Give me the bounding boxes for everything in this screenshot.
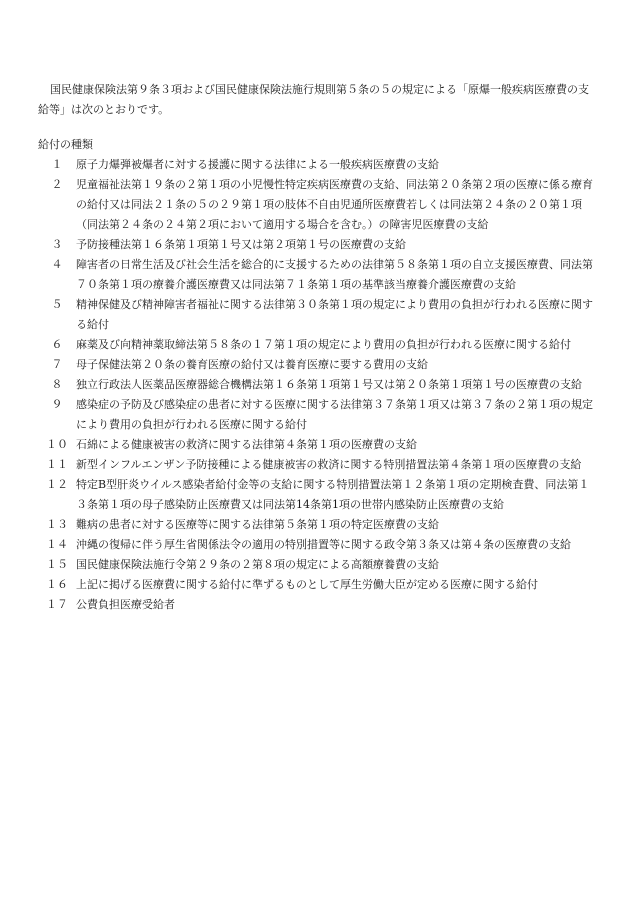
list-item: [38, 355, 598, 375]
item-number: １３: [46, 518, 68, 531]
item-text: 新型インフルエンザン予防接種による健康被害の救済に関する特別措置法第４条第１項の医療費の支給: [76, 458, 582, 471]
list-item: [38, 535, 598, 555]
item-text: 国民健康保険法施行令第２９条の２第８項の規定による高額療養費の支給: [76, 558, 439, 571]
item-number: ７: [51, 358, 63, 371]
item-number: １６: [46, 578, 68, 591]
list-item: [38, 555, 598, 575]
item-text: 難病の患者に対する医療等に関する法律第５条第１項の特定医療費の支給: [76, 518, 439, 531]
item-text: 沖縄の復帰に伴う厚生省関係法令の適用の特別措置等に関する政令第３条又は第４条の医療費の支給: [76, 538, 571, 551]
item-text: 障害者の日常生活及び社会生活を総合的に支援するための法律第５８条第１項の自立支援医療費、同法第７０条第１項の療養介護医療費又は同法第７１条第１項の基準該当療養介護医療費の支給: [76, 258, 593, 291]
item-number: １０: [46, 438, 68, 451]
item-number: ６: [51, 338, 63, 351]
list-item: [38, 595, 598, 615]
list-item: [38, 235, 598, 255]
list-item: [38, 375, 598, 395]
item-text: 児童福祉法第１９条の２第１項の小児慢性特定疾病医療費の支給、同法第２０条第２項の医療に係る療育の給付又は同法２１条の５の２９第１項の肢体不自由児通所医療費若しくは同法第２４条の２０第１項（同法第２４条の２４第２項において適用する場合を含む。）の障害児医療費の支給: [76, 178, 593, 231]
list-item: [38, 455, 598, 475]
item-number: ４: [51, 258, 63, 271]
list-item: [38, 435, 598, 455]
list-item: [38, 575, 598, 595]
list-item: [38, 175, 598, 235]
list-item: [38, 515, 598, 535]
item-text: 精神保健及び精神障害者福祉に関する法律第３０条第１項の規定により費用の負担が行われる医療に関する給付: [76, 298, 593, 331]
item-text: 石綿による健康被害の救済に関する法律第４条第１項の医療費の支給: [76, 438, 417, 451]
item-number: １５: [46, 558, 68, 571]
section-heading: 給付の種類: [38, 138, 93, 151]
benefit-list: [38, 155, 598, 615]
item-number: ３: [51, 238, 63, 251]
item-number: １７: [46, 598, 68, 611]
item-number: ８: [51, 378, 63, 391]
item-number: ２: [51, 178, 63, 191]
item-number: ９: [51, 398, 63, 411]
list-item: [38, 335, 598, 355]
item-text: 独立行政法人医薬品医療器総合機構法第１６条第１項第１号又は第２０条第１項第１号の医療費の支給: [76, 378, 582, 391]
item-text: 原子力爆弾被爆者に対する援護に関する法律による一般疾病医療費の支給: [76, 158, 439, 171]
item-number: １４: [46, 538, 68, 551]
item-text: 予防接種法第１６条第１項第１号又は第２項第１号の医療費の支給: [76, 238, 406, 251]
item-number: ５: [51, 298, 63, 311]
item-text: 特定B型肝炎ウイルス感染者給付金等の支給に関する特別措置法第１２条第１項の定期検査費、同法第１３条第１項の母子感染防止医療費又は同法第14条第1項の世帯内感染防止医療費の支給: [76, 478, 590, 511]
item-text: 麻薬及び向精神薬取締法第５８条の１７第１項の規定により費用の負担が行われる医療に関する給付: [76, 338, 571, 351]
list-item: [38, 475, 598, 515]
item-text: 上記に掲げる医療費に関する給付に準ずるものとして厚生労働大臣が定める医療に関する給付: [76, 578, 538, 591]
item-text: 感染症の予防及び感染症の患者に対する医療に関する法律第３７条第１項又は第３７条の２第１項の規定により費用の負担が行われる医療に関する給付: [76, 398, 593, 431]
item-number: １: [51, 158, 63, 171]
list-item: [38, 295, 598, 335]
item-text: 公費負担医療受給者: [76, 598, 175, 611]
item-number: １１: [46, 458, 68, 471]
item-number: １２: [46, 478, 68, 491]
list-item: [38, 255, 598, 295]
list-item: [38, 395, 598, 435]
list-item: [38, 155, 598, 175]
intro-paragraph: 国民健康保険法第９条３項および国民健康保険法施行規則第５条の５の規定による「原爆一般疾病医療費の支給等」は次のとおりです。: [38, 83, 589, 116]
item-text: 母子保健法第２０条の養育医療の給付又は養育医療に要する費用の支給: [76, 358, 428, 371]
